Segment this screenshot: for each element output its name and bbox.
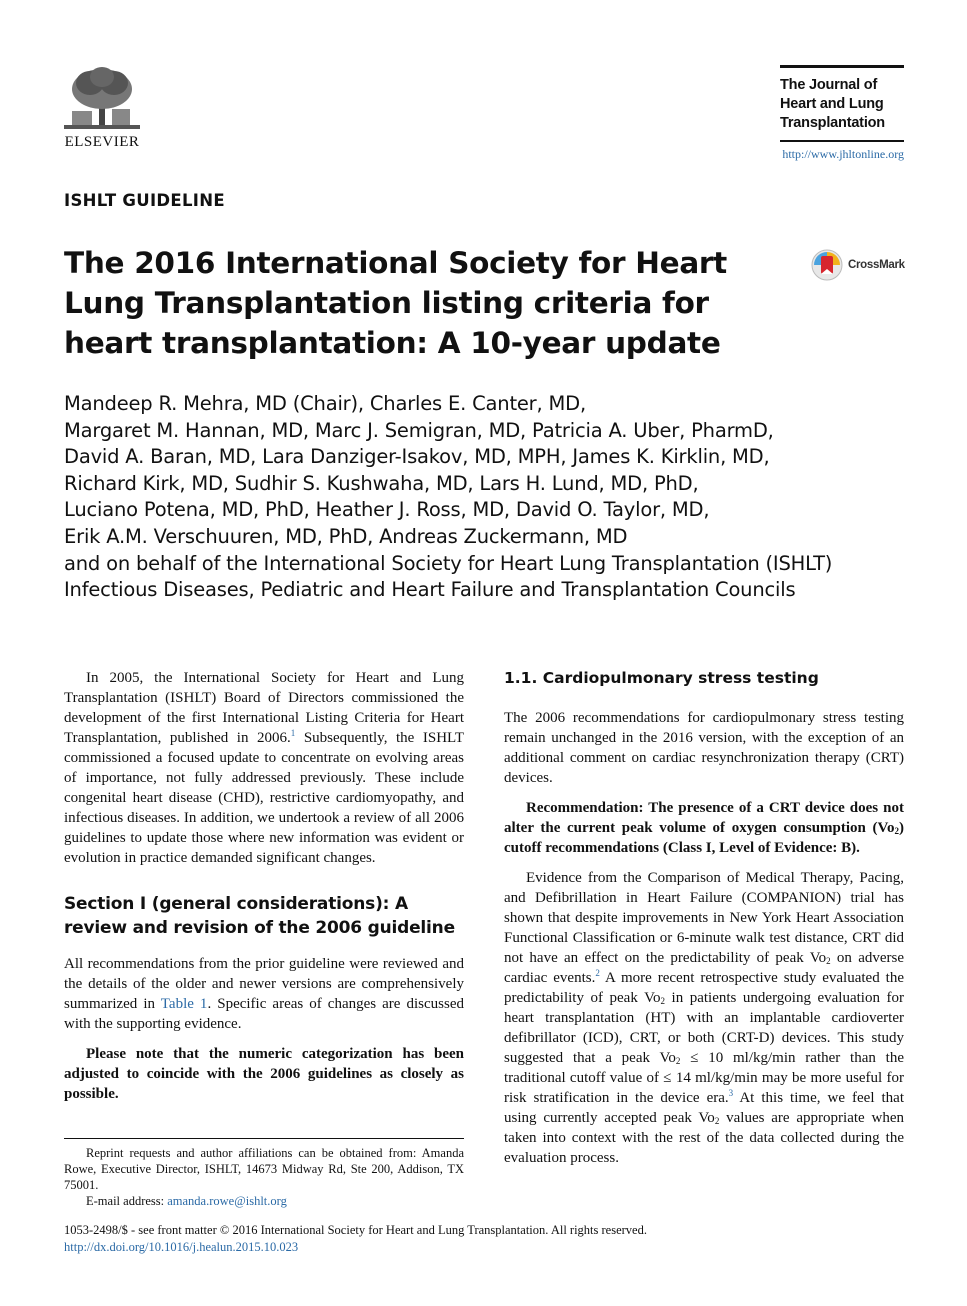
page-footer [64, 1222, 904, 1256]
reprint-note: Reprint requests and author affiliations can be obtained from: Amanda Rowe, Executive Director, ISHLT, 14673 Midway Rd, Ste 200, Addison, TX 75001. [64, 1146, 464, 1192]
subscript: 2 [714, 1116, 720, 1126]
review-text-b: . Specific areas of changes are discussed with the supporting evidence. [64, 996, 464, 1032]
email-line [64, 1193, 464, 1209]
journal-url-link[interactable]: http://www.jhltonline.org [782, 147, 904, 161]
reference-2-link[interactable]: 2 [595, 968, 600, 978]
evidence-text: A more recent retrospective study evaluated the predictability of peak Vo [504, 970, 905, 1006]
evidence-text: values are appropriate when taken into context with the rest of the data collected during the evaluation process. [504, 1110, 904, 1166]
journal-rule-bottom [780, 140, 904, 142]
review-text-a: All recommendations from the prior guideline were reviewed and the details of the older and newer versions are comprehensively summarized in [64, 956, 464, 1012]
intro-text-a: In 2005, the International Society for Heart and Lung Transplantation (ISHLT) Board of Directors commissioned the development of the first International Listing Criteria for Heart Transplantation, published in 2006. [64, 670, 464, 746]
categorization-note: Please note that the numeric categorization has been adjusted to coincide with the 2006 guidelines as closely as possible. [64, 1046, 464, 1102]
footnote-divider [64, 1138, 464, 1139]
evidence-text: in patients undergoing evaluation for heart transplantation (HT) with an implantable cardioverter defibrillator (ICD), CRT, or both (CRT-D) devices. This study suggested that a peak Vo [504, 990, 904, 1066]
doi-link[interactable]: http://dx.doi.org/10.1016/j.healun.2015.10.023 [64, 1240, 299, 1254]
author-line: Erik A.M. Verschuuren, MD, PhD, Andreas Zuckermann, MD [64, 524, 628, 548]
review-paragraph [64, 954, 464, 1034]
crossmark-icon [811, 249, 843, 281]
crossmark-label: CrossMark [848, 259, 905, 271]
right-column [504, 668, 904, 1168]
evidence-text: At this time, we feel that using currently accepted peak Vo [504, 1090, 905, 1126]
evidence-text: ≤ 10 ml/kg/min rather than the traditional cutoff value of ≤ 14 ml/kg/min may be more useful for risk stratification in the device era. [504, 1050, 904, 1106]
evidence-text: on adverse cardiac events. [504, 950, 904, 986]
author-line: and on behalf of the International Society for Heart Lung Transplantation (ISHLT) [64, 551, 833, 575]
email-label: E-mail address: [86, 1194, 168, 1208]
journal-name [780, 76, 904, 133]
section-label: ISHLT GUIDELINE [64, 191, 225, 210]
journal-name-line: Transplantation [780, 115, 885, 131]
article-title: The 2016 International Society for Heart Lung Transplantation listing criteria for heart transplantation: A 10-year update [64, 246, 727, 360]
author-line: Mandeep R. Mehra, MD (Chair), Charles E. Canter, MD, [64, 392, 586, 415]
journal-rule-top [780, 65, 904, 68]
evidence-paragraph [504, 868, 904, 1168]
author-line: David A. Baran, MD, Lara Danziger-Isakov, MD, MPH, James K. Kirklin, MD, [64, 445, 770, 469]
intro-text-b: Subsequently, the ISHLT commissioned a focused update to concentrate on evolving areas of importance, not fully addressed previously. These include congenital heart disease (CHD), restrictive cardiomyopathy, and infectious diseases. In addition, we undertook a review of all 2006 guidelines to update those where new information was evident or evolution in practice demanded significant changes. [64, 730, 464, 866]
footnote [64, 1145, 464, 1209]
evidence-text: Evidence from the Comparison of Medical Therapy, Pacing, and Defibrillation in Heart Failure (COMPANION) trial has shown that despite improvements in New York Heart Association Functional Classification or 6-minute walk test distance, CRT did not have an effect on the predictability of peak Vo [504, 870, 904, 966]
subscript: 2 [894, 826, 899, 836]
subsection-heading: 1.1. Cardiopulmonary stress testing [504, 669, 819, 687]
author-line: Luciano Potena, MD, PhD, Heather J. Ross, MD, David O. Taylor, MD, [64, 498, 710, 522]
left-column [64, 668, 464, 1104]
copyright-line: 1053-2498/$ - see front matter © 2016 International Society for Heart and Lung Transplantation. All rights reserved. [64, 1223, 647, 1237]
subscript: 2 [675, 1056, 681, 1066]
author-list [64, 391, 904, 604]
email-link[interactable]: amanda.rowe@ishlt.org [167, 1194, 287, 1208]
reference-3-link[interactable]: 3 [728, 1088, 734, 1098]
crossmark-button[interactable] [811, 249, 905, 281]
recommendation-text-b: ) cutoff recommendations (Class I, Level of Evidence: B). [504, 820, 904, 856]
subscript: 2 [826, 956, 831, 966]
author-line: Margaret M. Hannan, MD, Marc J. Semigran, MD, Patricia A. Uber, PharmD, [64, 418, 774, 442]
cpx-paragraph: The 2006 recommendations for cardiopulmonary stress testing remain unchanged in the 2016 version, with the exception of an additional comment on cardiac resynchronization therapy (CRT) devices. [504, 710, 904, 786]
journal-name-line: The Journal of [780, 77, 878, 93]
table-1-link[interactable]: Table 1 [160, 996, 208, 1012]
intro-paragraph [64, 668, 464, 868]
recommendation-paragraph [504, 798, 904, 858]
recommendation-text-a: Recommendation: The presence of a CRT device does not alter the current peak volume of oxygen consumption (Vo [504, 800, 904, 836]
author-line: Richard Kirk, MD, Sudhir S. Kushwaha, MD, Lars H. Lund, MD, PhD, [64, 471, 699, 495]
author-line: Infectious Diseases, Pediatric and Heart Failure and Transplantation Councils [64, 578, 796, 602]
journal-name-line: Heart and Lung [780, 96, 884, 112]
subscript: 2 [660, 996, 665, 1006]
journal-masthead [780, 65, 904, 142]
publisher-name: ELSEVIER [64, 134, 140, 150]
section-heading: Section I (general considerations): A review and revision of the 2006 guideline [64, 894, 455, 938]
reference-1-link[interactable]: 1 [290, 728, 296, 738]
